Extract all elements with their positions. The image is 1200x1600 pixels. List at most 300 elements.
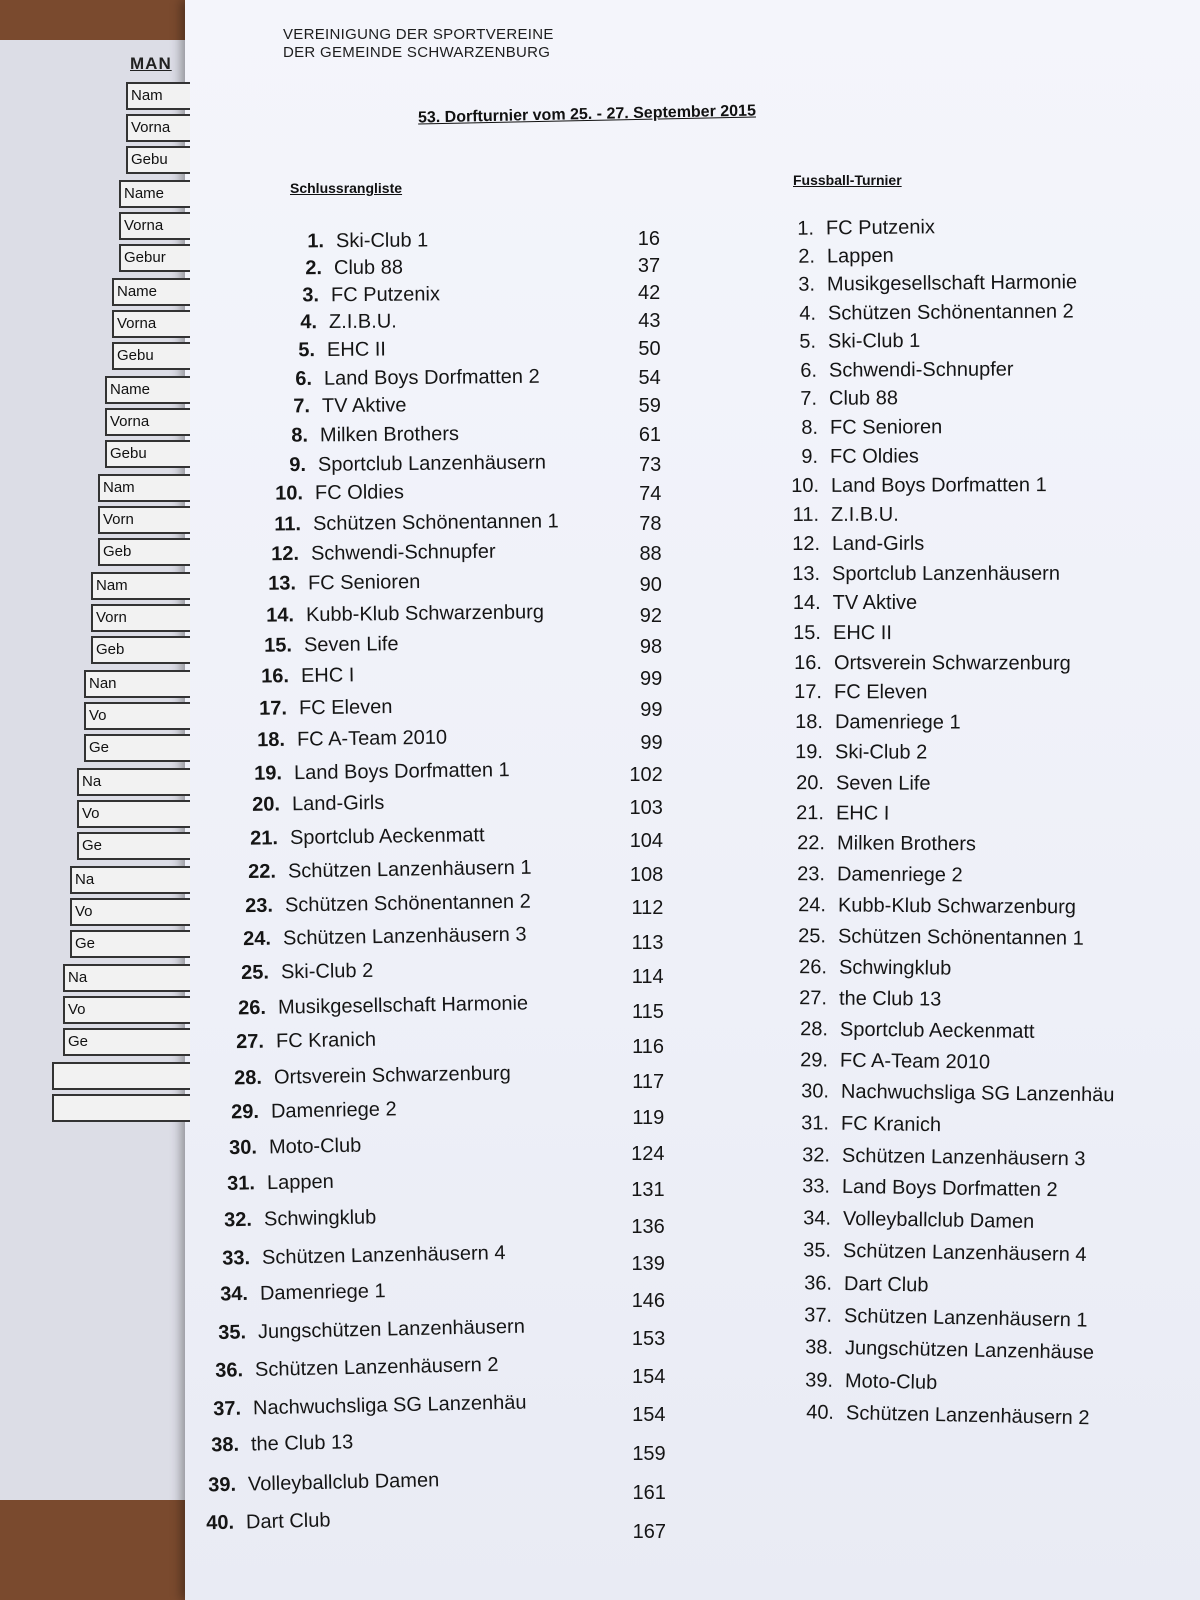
rank-number: 8.: [291, 424, 308, 447]
team-name: Ortsverein Schwarzenburg: [273, 1062, 511, 1089]
team-name: Schützen Schönentannen 1: [312, 510, 559, 536]
team-name: Milken Brothers: [836, 832, 976, 856]
team-name: FC A-Team 2010: [840, 1049, 991, 1074]
rank-number: 34.: [219, 1282, 249, 1306]
team-points: 116: [632, 1035, 664, 1058]
background-form-cell: Gebu: [126, 146, 190, 174]
team-points: 112: [631, 897, 664, 920]
rank-number: 18.: [256, 729, 285, 752]
background-form-title: MAN: [130, 54, 172, 73]
background-form-cell: Vorna: [126, 114, 190, 142]
list-item: [785, 1080, 1115, 1107]
background-form-cell: Na: [70, 866, 190, 894]
team-name: Club 88: [333, 256, 403, 279]
list-item: [261, 452, 545, 478]
rank-number: 13.: [268, 572, 297, 596]
team-name: Schützen Lanzenhäusern 2: [254, 1353, 499, 1381]
rank-number: 15.: [263, 634, 292, 657]
team-name: Schwingklub: [264, 1206, 377, 1231]
rank-number: 38.: [804, 1336, 834, 1359]
list-item: [280, 229, 428, 253]
rank-number: 7.: [293, 395, 311, 418]
rank-number: 27.: [235, 1030, 265, 1053]
rank-number: 32.: [801, 1143, 831, 1167]
list-item: [278, 256, 403, 280]
team-name: Damenriege 1: [259, 1280, 386, 1305]
rank-number: 5.: [297, 339, 315, 362]
background-form-cell: Geb: [98, 538, 190, 566]
rank-number: 20.: [795, 771, 824, 794]
team-name: Ski-Club 1: [335, 229, 429, 253]
rank-number: 23.: [245, 894, 274, 917]
team-name: Damenriege 2: [271, 1098, 398, 1123]
rank-number: 16.: [261, 665, 290, 688]
list-item: [779, 741, 927, 765]
rank-number: 9.: [288, 454, 306, 477]
list-item: [784, 1018, 1035, 1044]
team-name: Damenriege 2: [837, 863, 963, 887]
team-points: 131: [631, 1179, 665, 1202]
rank-number: 15.: [793, 621, 822, 644]
team-name: the Club 13: [250, 1431, 354, 1456]
list-item: [776, 562, 1060, 585]
rank-number: 17.: [259, 696, 288, 720]
team-name: Sportclub Lanzenhäusern: [832, 562, 1061, 585]
list-item: [785, 1112, 941, 1137]
rank-number: 3.: [798, 273, 816, 296]
team-name: Sportclub Aeckenmatt: [839, 1018, 1035, 1043]
team-points: 92: [639, 604, 662, 627]
rank-number: 4.: [798, 302, 816, 325]
rank-number: 12.: [791, 533, 820, 556]
team-name: Land Boys Dorfmatten 2: [842, 1176, 1059, 1202]
left-section-title: Schlussrangliste: [290, 180, 403, 196]
team-name: Schwendi-Schnupfer: [828, 357, 1014, 382]
team-name: Schwingklub: [838, 956, 952, 980]
team-points: 113: [631, 931, 664, 954]
background-form-cell: Ge: [77, 832, 190, 860]
list-item: [254, 541, 495, 567]
rank-number: 17.: [794, 681, 823, 704]
team-points: 139: [631, 1252, 665, 1275]
team-name: Land Boys Dorfmatten 1: [830, 473, 1047, 497]
rank-number: 6.: [295, 367, 313, 390]
list-item: [776, 533, 924, 556]
team-name: Nachwuchsliga SG Lanzenhäu: [252, 1391, 527, 1420]
organization-line-2: DER GEMEINDE SCHWARZENBURG: [283, 44, 551, 61]
background-form-cell: Ge: [70, 930, 190, 958]
rank-number: 32.: [224, 1209, 253, 1232]
team-name: FC Kranich: [275, 1028, 377, 1053]
list-item: [773, 387, 898, 411]
list-item: [275, 283, 440, 307]
list-item: [787, 1207, 1035, 1234]
background-form-cell: Vorn: [91, 604, 190, 632]
team-points: 59: [638, 395, 661, 418]
list-item: [264, 423, 459, 448]
list-item: [780, 802, 889, 826]
team-name: Seven Life: [835, 771, 931, 795]
rank-number: 12.: [270, 542, 299, 566]
background-form-cell: Vorna: [105, 408, 190, 436]
list-item: [236, 792, 385, 817]
background-form-cell: Gebu: [105, 440, 190, 468]
team-name: Dart Club: [843, 1272, 929, 1296]
list-item: [241, 727, 447, 753]
team-name: Schützen Lanzenhäusern 1: [844, 1304, 1089, 1332]
team-name: FC Oldies: [830, 445, 920, 468]
list-item: [789, 1369, 938, 1395]
team-name: FC Eleven: [834, 681, 928, 704]
team-points: 99: [640, 731, 663, 754]
team-points: 78: [639, 513, 662, 536]
rank-number: 4.: [300, 311, 318, 334]
team-name: EHC II: [326, 338, 386, 361]
team-name: FC Senioren: [829, 416, 942, 439]
team-name: Kubb-Klub Schwarzenburg: [837, 894, 1076, 919]
team-name: Schützen Schönentannen 2: [285, 890, 532, 917]
team-name: Milken Brothers: [319, 423, 459, 447]
rank-number: 8.: [800, 416, 818, 439]
background-form-cell: Vo: [70, 898, 190, 926]
right-section-title: Fussball-Turnier: [793, 172, 902, 188]
team-name: Damenriege 1: [834, 711, 961, 734]
rank-number: 14.: [266, 604, 295, 627]
list-item: [234, 824, 485, 851]
team-name: Z.I.B.U.: [831, 503, 899, 526]
team-points: 99: [640, 699, 663, 722]
team-name: Lappen: [826, 244, 894, 268]
background-form-cell: Name: [119, 180, 190, 208]
team-name: FC Eleven: [298, 695, 393, 719]
organization-line-1: VEREINIGUNG DER SPORTVEREINE: [283, 26, 554, 43]
list-item: [194, 1432, 353, 1458]
team-name: the Club 13: [839, 987, 942, 1011]
list-item: [772, 330, 920, 354]
rank-number: 28.: [799, 1017, 828, 1041]
background-form-cell: Gebur: [119, 244, 190, 272]
background-form-cell: Na: [77, 768, 190, 796]
team-name: EHC I: [301, 664, 355, 687]
background-form-cell: Vo: [63, 996, 190, 1024]
background-form-cell: Nan: [84, 670, 190, 698]
rank-number: 22.: [796, 832, 825, 855]
list-item: [770, 245, 893, 269]
team-name: Moto-Club: [845, 1369, 938, 1394]
list-item: [208, 1207, 377, 1233]
list-item: [271, 338, 386, 362]
rank-number: 30.: [229, 1136, 258, 1160]
rank-number: 27.: [799, 986, 828, 1010]
list-item: [771, 300, 1073, 325]
team-name: Musikgesellschaft Harmonie: [826, 271, 1078, 296]
rank-number: 37.: [804, 1304, 833, 1327]
team-name: Schützen Lanzenhäusern 4: [261, 1242, 506, 1269]
rank-number: 6.: [799, 359, 817, 382]
team-points: 90: [639, 573, 662, 596]
team-name: Musikgesellschaft Harmonie: [278, 992, 529, 1019]
rank-number: 11.: [274, 513, 302, 536]
rank-number: 37.: [212, 1397, 242, 1421]
background-form-cell: Vorna: [112, 310, 190, 338]
rank-number: 3.: [302, 284, 320, 307]
list-item: [215, 1099, 397, 1125]
team-name: Volleyballclub Damen: [842, 1208, 1035, 1234]
team-points: 161: [632, 1481, 666, 1504]
rank-number: 19.: [795, 741, 824, 764]
team-points: 98: [639, 636, 663, 659]
rank-number: 5.: [799, 330, 817, 353]
team-name: Ortsverein Schwarzenburg: [833, 651, 1071, 674]
team-name: FC A-Team 2010: [296, 727, 447, 752]
rank-number: 13.: [792, 562, 821, 585]
team-name: Schwendi-Schnupfer: [310, 540, 496, 565]
rank-number: 34.: [802, 1207, 832, 1231]
team-points: 16: [637, 228, 660, 250]
rank-number: 11.: [792, 503, 820, 526]
rank-number: 40.: [205, 1511, 235, 1534]
rank-number: 19.: [254, 761, 283, 785]
team-name: Schützen Schönentannen 2: [827, 300, 1074, 325]
team-points: 146: [631, 1290, 666, 1313]
team-name: Jungschützen Lanzenhäuse: [844, 1337, 1095, 1365]
list-item: [781, 863, 963, 887]
team-points: 42: [638, 282, 661, 305]
background-form-cell: Na: [63, 964, 190, 992]
background-form-cell: Gebu: [112, 342, 190, 370]
list-item: [252, 571, 421, 596]
team-name: Ski-Club 1: [827, 329, 921, 353]
list-item: [220, 1028, 376, 1054]
list-item: [771, 272, 1077, 298]
rank-number: 1.: [307, 230, 325, 253]
team-name: Nachwuchsliga SG Lanzenhäu: [840, 1081, 1115, 1107]
rank-number: 23.: [797, 863, 826, 886]
team-name: Kubb-Klub Schwarzenburg: [305, 601, 545, 626]
team-name: FC Kranich: [841, 1112, 942, 1137]
team-name: EHC II: [833, 621, 893, 644]
background-form-cell: Geb: [91, 636, 190, 664]
team-name: Moto-Club: [268, 1134, 362, 1159]
rank-number: 24.: [797, 893, 826, 917]
team-points: 108: [629, 863, 664, 886]
background-form-cell: Nam: [126, 82, 190, 110]
list-item: [786, 1144, 1086, 1171]
background-form-cell: Ge: [84, 734, 190, 762]
team-points: 88: [639, 543, 662, 566]
team-name: Club 88: [828, 387, 899, 410]
team-name: Ski-Club 2: [835, 741, 928, 765]
team-name: EHC I: [836, 802, 890, 825]
rank-number: 14.: [792, 592, 821, 615]
team-name: Schützen Lanzenhäusern 4: [843, 1240, 1088, 1267]
rank-number: 9.: [801, 445, 819, 468]
list-item: [213, 1135, 362, 1161]
team-points: 54: [638, 366, 661, 389]
list-item: [243, 696, 393, 721]
rank-number: 38.: [210, 1434, 239, 1457]
team-points: 74: [639, 483, 662, 506]
team-points: 115: [631, 1000, 664, 1023]
list-item: [268, 366, 540, 391]
team-points: 154: [632, 1365, 666, 1388]
rank-number: 2.: [797, 245, 815, 268]
rank-number: 16.: [793, 651, 822, 674]
team-points: 43: [638, 310, 661, 333]
team-points: 136: [631, 1215, 665, 1238]
list-item: [257, 510, 559, 536]
team-name: Jungschützen Lanzenhäusern: [257, 1316, 525, 1344]
background-form-cell: Vorna: [119, 212, 190, 240]
rank-number: 30.: [800, 1080, 830, 1104]
rank-number: 39.: [208, 1473, 237, 1497]
team-name: Schützen Lanzenhäusern 2: [845, 1402, 1090, 1430]
list-item: [204, 1280, 386, 1307]
rank-number: 35.: [217, 1321, 246, 1345]
list-item: [782, 894, 1076, 919]
team-points: 119: [632, 1106, 665, 1129]
list-item: [786, 1175, 1058, 1202]
team-name: Volleyballclub Damen: [248, 1469, 440, 1496]
background-form-cell: Vo: [77, 800, 190, 828]
background-form-cell: Nam: [98, 474, 190, 502]
list-item: [231, 857, 531, 885]
rank-number: 26.: [238, 996, 267, 1020]
rank-number: 22.: [247, 860, 276, 884]
team-name: Sportclub Lanzenhäusern: [317, 451, 546, 476]
team-name: Ski-Club 2: [280, 959, 374, 983]
rank-number: 35.: [803, 1239, 832, 1263]
list-item: [774, 445, 919, 469]
team-name: FC Putzenix: [331, 283, 441, 307]
team-name: FC Senioren: [308, 571, 421, 595]
rank-number: 18.: [794, 711, 823, 734]
list-item: [780, 772, 931, 796]
team-name: Schützen Lanzenhäusern 1: [287, 856, 532, 883]
list-item: [259, 482, 404, 507]
list-item: [781, 832, 976, 856]
team-points: 103: [629, 797, 663, 819]
team-points: 124: [631, 1142, 665, 1165]
rank-number: 25.: [798, 924, 827, 947]
team-name: TV Aktive: [322, 394, 407, 418]
rank-number: 36.: [803, 1271, 833, 1295]
team-name: FC Oldies: [315, 481, 405, 505]
background-form-cell: Nam: [91, 572, 190, 600]
team-points: 102: [629, 764, 663, 787]
rank-number: 36.: [215, 1359, 244, 1382]
team-name: Seven Life: [303, 632, 399, 656]
list-item: [784, 1049, 990, 1074]
rank-number: 29.: [800, 1049, 829, 1072]
team-points: 73: [638, 453, 662, 476]
rank-number: 10.: [790, 474, 819, 497]
background-form-cell: Vorn: [98, 506, 190, 534]
list-item: [250, 601, 544, 628]
rank-number: 31.: [226, 1172, 255, 1195]
list-item: [229, 890, 531, 918]
background-form-cell: [52, 1094, 190, 1122]
team-points: 50: [638, 338, 661, 361]
list-item: [782, 925, 1084, 951]
list-item: [211, 1171, 334, 1196]
team-points: 61: [638, 424, 662, 447]
team-points: 159: [632, 1442, 666, 1465]
list-item: [266, 395, 407, 419]
organization-header: [283, 26, 554, 62]
list-item: [777, 622, 892, 645]
list-item: [775, 474, 1047, 498]
rank-number: 25.: [240, 961, 269, 984]
tournament-title: 53. Dorfturnier vom 25. - 27. September 2015: [417, 102, 757, 127]
rank-number: 33.: [222, 1247, 251, 1270]
team-name: Lappen: [266, 1170, 334, 1195]
team-name: Schützen Lanzenhäusern 3: [841, 1144, 1086, 1170]
list-item: [770, 216, 935, 241]
list-item: [238, 759, 510, 786]
team-name: FC Putzenix: [825, 216, 936, 240]
rank-number: 10.: [275, 482, 304, 505]
rank-number: 7.: [800, 387, 818, 411]
list-item: [774, 416, 942, 440]
list-item: [783, 956, 952, 981]
list-item: [778, 681, 927, 704]
team-name: Land Boys Dorfmatten 2: [324, 365, 541, 390]
background-form-cell: [52, 1062, 190, 1090]
rank-number: 21.: [796, 802, 825, 825]
list-item: [779, 711, 961, 735]
rank-number: 1.: [797, 217, 815, 240]
team-points: 117: [632, 1071, 665, 1094]
background-form-cell: Ge: [63, 1028, 190, 1056]
rank-number: 31.: [801, 1112, 830, 1135]
list-item: [783, 987, 942, 1012]
team-name: Land-Girls: [831, 533, 924, 556]
list-item: [777, 592, 917, 615]
team-points: 104: [629, 830, 664, 853]
list-item: [248, 633, 399, 658]
list-item: [245, 664, 355, 688]
team-name: Schützen Lanzenhäusern 3: [282, 924, 527, 950]
list-item: [778, 652, 1071, 675]
background-form-cell: Name: [105, 376, 190, 404]
rank-number: 26.: [798, 955, 827, 978]
rank-number: 21.: [249, 827, 279, 850]
team-name: Dart Club: [245, 1509, 331, 1534]
team-name: TV Aktive: [832, 592, 918, 615]
team-name: Sportclub Aeckenmatt: [289, 824, 485, 850]
background-form-cell: Name: [112, 278, 190, 306]
team-name: Schützen Schönentannen 1: [838, 925, 1085, 950]
team-points: 99: [640, 667, 663, 690]
list-item: [772, 358, 1013, 383]
team-name: Land-Girls: [291, 792, 385, 816]
rank-number: 2.: [304, 256, 322, 280]
team-name: Z.I.B.U.: [328, 310, 397, 334]
team-points: 153: [631, 1327, 666, 1350]
list-item: [273, 311, 397, 335]
rank-number: 29.: [231, 1101, 260, 1124]
list-item: [775, 504, 899, 527]
team-points: 167: [632, 1520, 666, 1543]
list-item: [224, 959, 373, 984]
list-item: [788, 1272, 929, 1297]
list-item: [190, 1509, 331, 1535]
team-points: 114: [631, 965, 664, 988]
rank-number: 33.: [802, 1175, 831, 1199]
rank-number: 28.: [233, 1066, 262, 1090]
background-form-cell: Vo: [84, 702, 190, 730]
